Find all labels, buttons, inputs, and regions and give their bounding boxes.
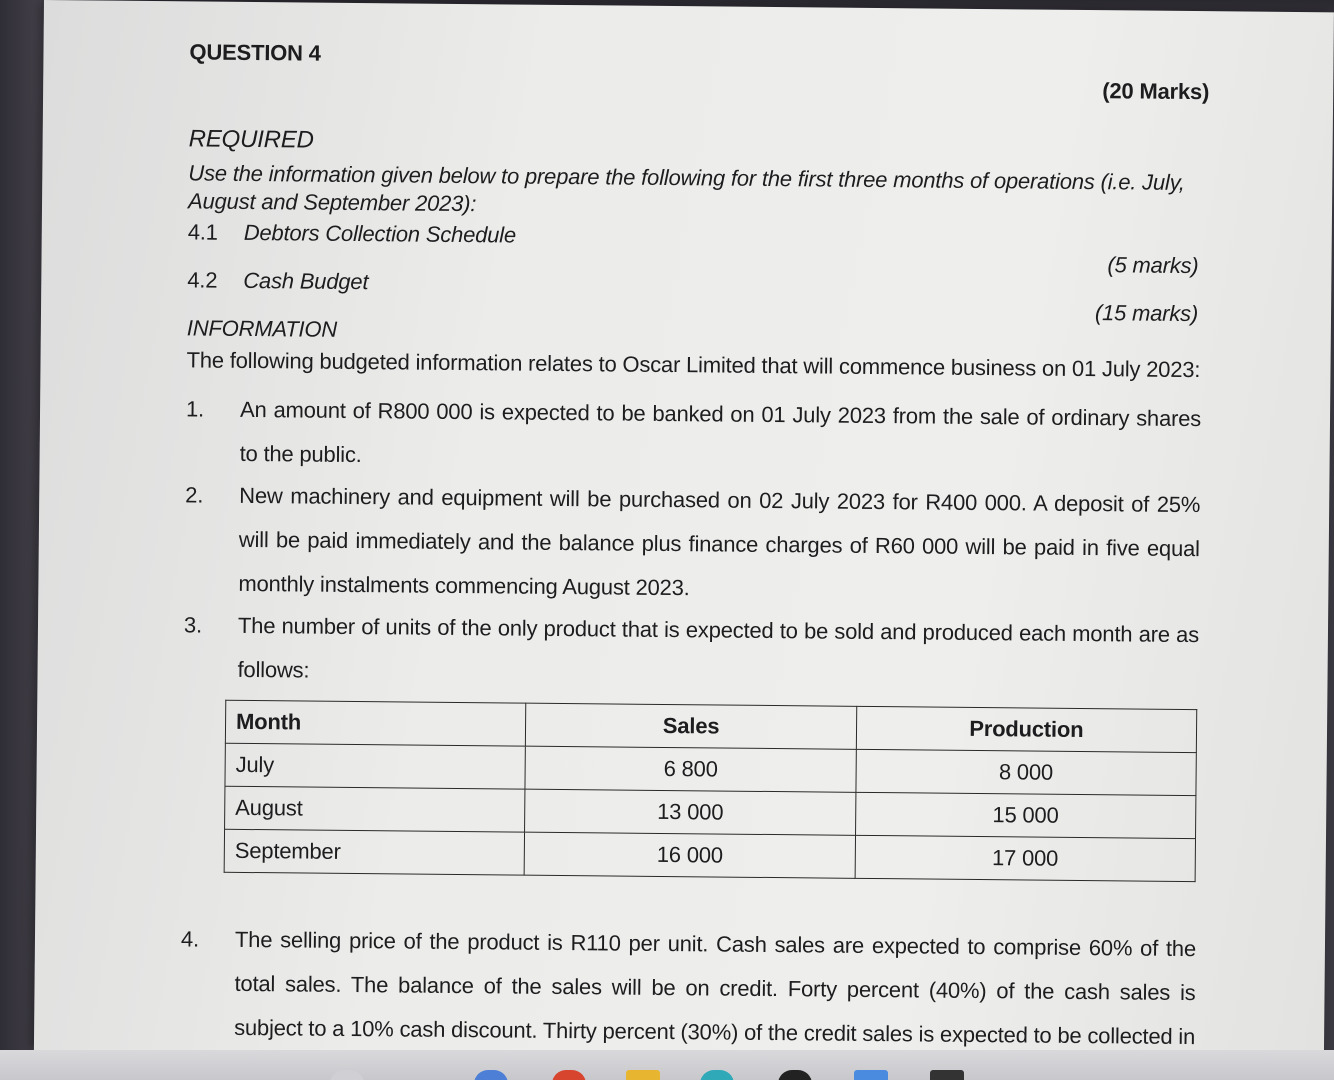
cell-sales: 13 000: [525, 789, 856, 835]
cell-month: July: [225, 743, 526, 789]
item-text: New machinery and equipment will be purchased on 02 July 2023 for R400 000. A deposit of 25% will be paid immediately and the balance plus finance charges of R60 000 will be paid in five equal monthly instalments commencing August 2023.: [238, 482, 1201, 601]
item-number: 4.: [180, 926, 200, 952]
header-month: Month: [225, 700, 526, 746]
taskbar-folder-icon[interactable]: [626, 1070, 660, 1080]
taskbar-app-icon[interactable]: [930, 1070, 964, 1080]
item-text: An amount of R800 000 is expected to be banked on 01 July 2023 from the sale of ordinary shares to the public.: [239, 396, 1202, 468]
taskbar-app-icon[interactable]: [700, 1070, 734, 1080]
taskbar-app-icon[interactable]: [552, 1070, 586, 1080]
taskbar-app-icon[interactable]: [330, 1070, 364, 1080]
task-number: 4.1: [187, 219, 218, 245]
information-intro: The following budgeted information relates to Oscar Limited that will commence business on 01 July 2023:: [186, 347, 1201, 383]
taskbar-app-icon[interactable]: [474, 1070, 508, 1080]
task-number: 4.2: [187, 267, 218, 293]
item-number: 2.: [185, 482, 204, 508]
info-item-2: [184, 473, 1200, 615]
item-number: 1.: [185, 396, 205, 422]
item-number: 3.: [183, 612, 203, 638]
taskbar-app-icon[interactable]: [854, 1070, 888, 1080]
header-production: Production: [856, 706, 1197, 752]
task-marks: (15 marks): [1094, 300, 1199, 327]
document-page: [34, 0, 1334, 1062]
taskbar: [0, 1050, 1334, 1080]
task-label: Debtors Collection Schedule: [243, 219, 517, 248]
item-text: The number of units of the only product that is expected to be sold and produced each month are as follows:: [237, 612, 1200, 683]
info-item-1: [185, 387, 1201, 485]
cell-production: 15 000: [855, 792, 1196, 838]
cell-production: 8 000: [856, 749, 1197, 795]
total-marks: (20 Marks): [1102, 78, 1210, 105]
cell-sales: 16 000: [525, 832, 856, 878]
required-heading: REQUIRED: [188, 125, 314, 154]
taskbar-app-icon[interactable]: [778, 1070, 812, 1080]
question-content: [180, 39, 1210, 1050]
task-4-2: [187, 267, 1202, 327]
header-sales: Sales: [526, 703, 857, 749]
cell-month: September: [224, 829, 525, 875]
required-instruction: Use the information given below to prepare the following for the first three months of operations (i.e. July, August and September 2023):: [187, 160, 1185, 217]
task-marks: (5 marks): [1107, 252, 1199, 279]
cell-month: August: [225, 786, 526, 832]
units-table: [224, 700, 1198, 882]
item-text: The selling price of the product is R110 per unit. Cash sales are expected to comprise 60% of the total sales. The balance of the sales will be on credit. Forty percent (40%) of the cash sales is subject to a 10% cash discount. Thirty percent (30%) of the credit sales is expected to be collected in: [234, 926, 1197, 1050]
cell-sales: 6 800: [525, 746, 856, 792]
info-item-3: [183, 603, 1199, 701]
information-heading: INFORMATION: [186, 315, 338, 342]
question-title: QUESTION 4: [189, 39, 321, 66]
cell-production: 17 000: [855, 835, 1196, 881]
table-row: [224, 829, 1195, 881]
task-4-1: [187, 219, 1203, 279]
task-label: Cash Budget: [243, 267, 369, 295]
